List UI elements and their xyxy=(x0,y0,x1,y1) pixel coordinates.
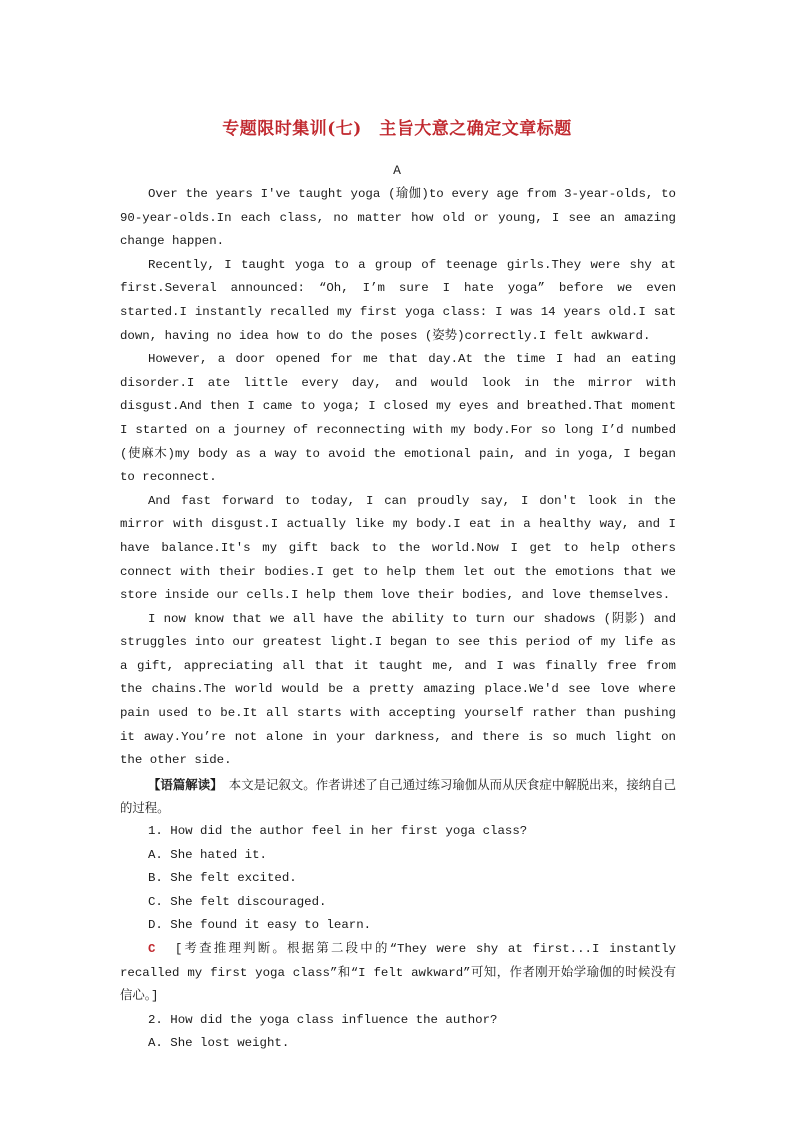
question-1-option-b: B. She felt excited. xyxy=(148,871,297,886)
passage-paragraph-2: Recently, I taught yoga to a group of teenage girls.They were shy at first.Several announced: “Oh, I’m sure I hate yoga” before we even started.I instantly recalled my first yoga class: I was 14 years old.I sat down, having no idea how to do the poses (姿势)correctly.I felt awkward. xyxy=(120,257,676,343)
question-1-option-a: A. She hated it. xyxy=(148,847,267,862)
passage-paragraph-1: Over the years I've taught yoga (瑜伽)to every age from 3-year-olds, to 90-year-olds.In each class, no matter how old or young, I see an amazing change happen. xyxy=(120,187,676,249)
question-1-explanation: [考查推理判断。根据第二段中的“They were shy at first...I instantly recalled my first yoga class”和“I felt awkward”可知，作者刚开始学瑜伽的时候没有信心。] xyxy=(120,942,676,1004)
question-1-option-c: C. She felt discouraged. xyxy=(148,894,327,909)
passage-paragraph-3: However, a door opened for me that day.At the time I had an eating disorder.I ate little every day, and would look in the mirror with disgust.And then I came to yoga; I closed my eyes and breathed.That moment I started on a journey of reconnecting with my body.For so long I’d numbed (使麻木)my body as a way to avoid the emotional pain, and in yoga, I began to reconnect. xyxy=(120,352,676,485)
page-title: 专题限时集训(七) 主旨大意之确定文章标题 xyxy=(222,119,572,139)
section-label: A xyxy=(393,163,401,178)
question-1-answer-block xyxy=(120,938,676,1009)
passage-body xyxy=(120,183,676,1056)
passage-paragraph-4: And fast forward to today, I can proudly say, I don't look in the mirror with disgust.I actually like my body.I eat in a healthy way, and I have balance.It's my gift back to the world.Now I get to help others connect with their bodies.I get to help them let out the emotions that we store inside our cells.I help them love their bodies, and love themselves. xyxy=(120,493,676,603)
question-1-answer: C xyxy=(148,942,156,956)
passage-paragraph-5: I now know that we all have the ability to turn our shadows (阴影) and struggles into our greatest light.I began to see this period of my life as a gift, appreciating all that it taught me, and I was finally free from the chains.The world would be a pretty amazing place.We'd see love where pain used to be.It all starts with accepting yourself rather than pushing it away.You’re not alone in your darkness, and there is so much light on the other side. xyxy=(120,611,676,768)
analysis-block xyxy=(120,773,676,820)
question-2-stem: 2. How did the yoga class influence the author? xyxy=(148,1012,498,1027)
analysis-label: 【语篇解读】 xyxy=(148,776,217,792)
question-1-stem: 1. How did the author feel in her first yoga class? xyxy=(148,824,528,839)
question-2-option-a: A. She lost weight. xyxy=(148,1036,290,1051)
question-1-option-d: D. She found it easy to learn. xyxy=(148,918,372,933)
analysis-text: 本文是记叙文。作者讲述了自己通过练习瑜伽从而从厌食症中解脱出来，接纳自己的过程。 xyxy=(120,776,676,816)
